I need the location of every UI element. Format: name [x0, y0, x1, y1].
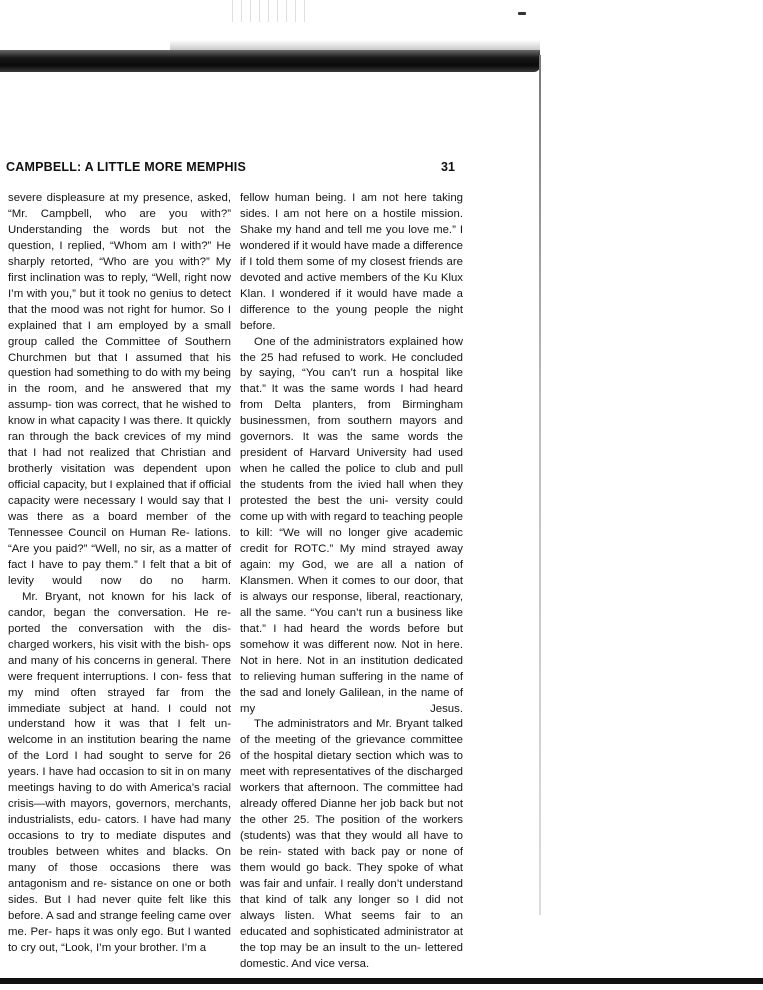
text-column-left: [8, 191, 231, 957]
scan-top-edge: [0, 50, 540, 72]
paragraph: fellow human being. I am not here taking sides. I am not here on a hostile mission. Shake my hand and tell me you love me.” I wondered if it would have made a difference if I told them some of my closest friends are devoted and active members of the Ku Klux Klan. I wondered if it would have made a difference to the young people the night before.: [240, 192, 463, 332]
text-column-right: [240, 191, 463, 973]
page-number: 31: [441, 160, 455, 174]
scan-bottom-edge: [0, 978, 763, 984]
scan-speck: [518, 12, 526, 15]
running-head: CAMPBELL: A LITTLE MORE MEMPHIS: [6, 160, 246, 174]
paragraph: The administrators and Mr. Bryant talked of the meeting of the grievance committee of the hospital dietary section which was to meet with representatives of the discharged workers that afternoon. The committee had already offered Dianne her job back but not the other 25. The position of the workers (students) was that they would all have to be rein- stated with back pay or none of them would go back. They spoke of what was fair and unfair. I really don’t understand that kind of talk any longer so I did not always listen. What seems fair to an educated and sophisticated administrator at the top may be an insult to the un- lettered domestic. And vice versa.: [240, 718, 463, 970]
paragraph: One of the administrators explained how the 25 had refused to work. He concluded by saying, “You can’t run a hospital like that.” It was the same words I had heard from Delta planters, from Birmingham businessmen, from southern mayors and governors. It was the same words the president of Harvard University had used when he called the police to club and pull the students from the ivied hall when they protested the best the uni- versity could come up with with regard to teaching people to kill: “We will no longer give academic credit for ROTC.” My mind strayed away again: my God, we are all a nation of Klansmen. When it comes to our door, that is always our response, liberal, reactionary, all the same. “You can’t run a business like that.” I had heard the words before but somehow it was different now. Not in here. Not in here. Not in an institution dedicated to relieving human suffering in the name of the sad and lonely Galilean, in the name of my Jesus.: [240, 335, 463, 715]
paragraph: severe displeasure at my presence, asked, “Mr. Campbell, who are you with?” Understanding the words but not the question, I replied, “Whom am I with?” He sharply retorted, “Who are you with?” My first inclination was to reply, “Well, right now I’m with you,” but it took no genius to detect that the mood was not right for humor. So I explained that I am employed by a small group called the Committee of Southern Churchmen but that I assumed that his question had something to do with my being in the room, and he answered that my assump- tion was correct, that he wished to know in what capacity I was there. It quickly ran through the back crevices of my mind that I had not realized that Christian and brotherly visitation was dependent upon official capacity, but I explained that if official capacity were necessary I would say that I was there as a board member of the Tennessee Council on Human Re- lations. “Are you paid?” “Well, no sir, as a matter of fact I have to pay them.” I felt that a bit of levity would now do no harm.: [8, 192, 231, 587]
paragraph: Mr. Bryant, not known for his lack of candor, began the conversation. He re- ported the conversation with the dis- charged workers, his visit with the bish- ops and many of his concerns in general. There were frequent interruptions. I con- fess that my mind often strayed far from the immediate subject at hand. I could not understand how it was that I felt un- welcome in an institution bearing the name of the Lord I had sought to serve for 26 years. I have had occasion to sit in on many meetings having to do with America’s racial crisis—with mayors, governors, merchants, industrialists, edu- cators. I have had many occasions to try to mediate disputes and troubles between whites and blacks. On many of those occasions there was antagonism and re- sistance on one or both sides. But I had never quite felt like this before. A sad and strange feeling came over me. Per- haps it was only ego. But I wanted to cry out, “Look, I’m your brother. I’m a: [8, 590, 231, 954]
scan-gutter-marks: [232, 0, 312, 22]
scan-page-edge: [539, 55, 541, 915]
